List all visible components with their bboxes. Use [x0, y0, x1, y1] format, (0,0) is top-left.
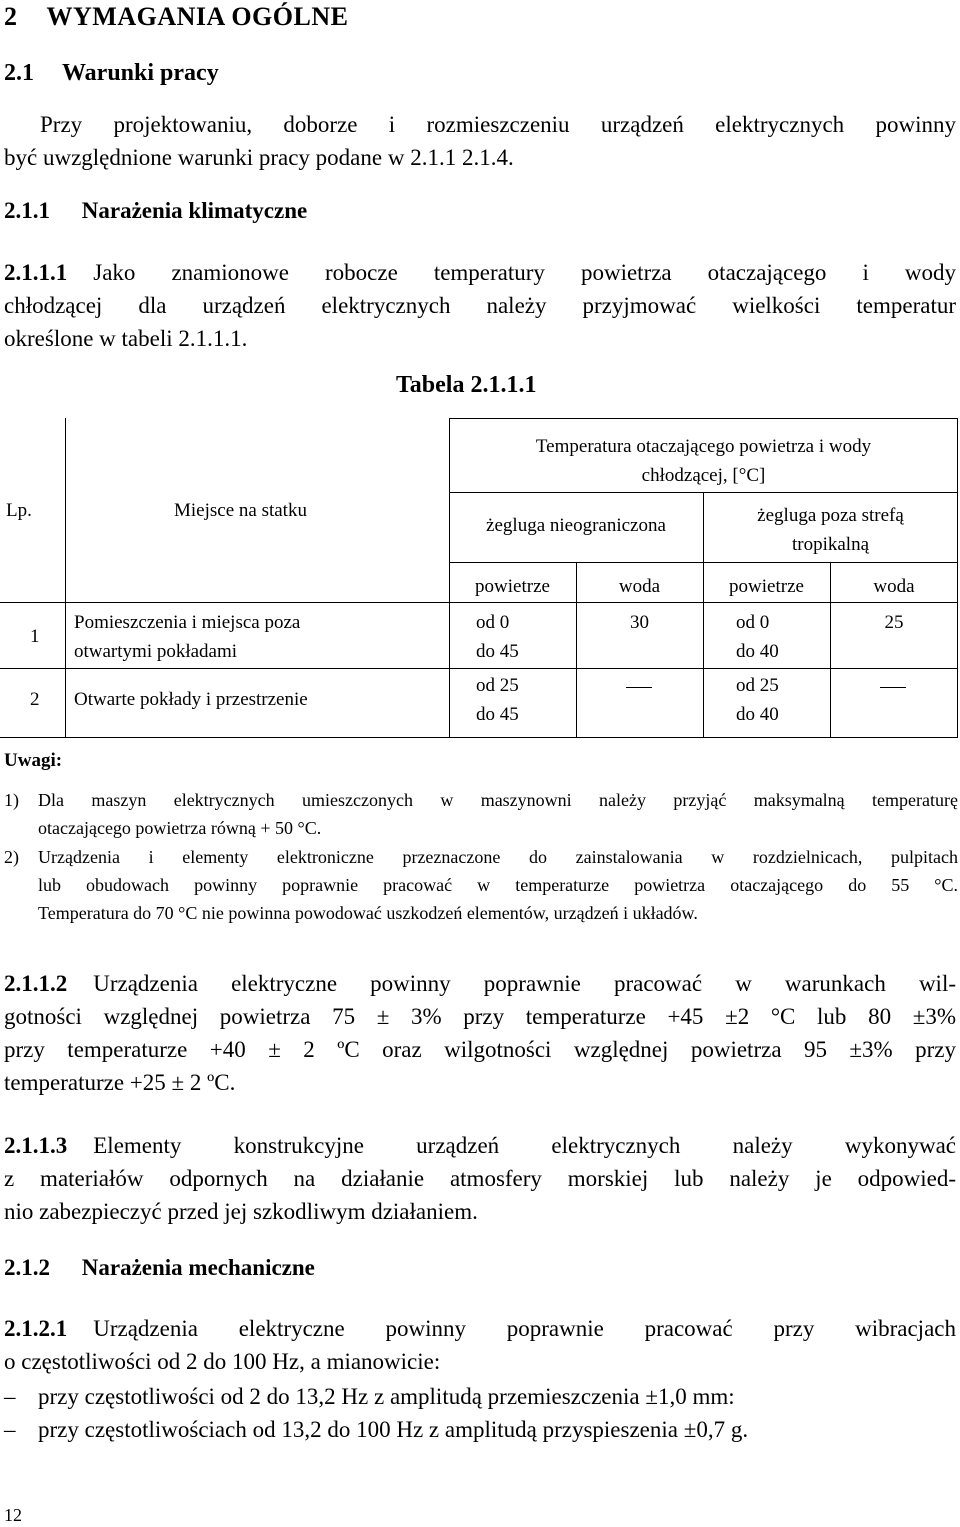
subsection-211-number: 2.1.1	[4, 198, 50, 223]
table-caption: Tabela 2.1.1.1	[396, 372, 537, 398]
row-1-air-unlimited: od 0 do 45	[476, 612, 519, 662]
subheader-water-2: woda	[873, 576, 915, 597]
table-hline-top	[449, 418, 958, 419]
note-1	[0, 786, 960, 846]
note-1-label: 1)	[4, 790, 19, 810]
row-2-lp: 2	[30, 689, 40, 710]
subsection-title: Warunki pracy	[62, 60, 219, 86]
subheader-air-1: powietrze	[475, 576, 550, 597]
bullet-2-dash: –	[4, 1417, 16, 1442]
paragraph-2113-number: 2.1.1.3	[4, 1133, 68, 1158]
table-hline-bottom	[0, 737, 958, 738]
header-unlimited-navigation: żegluga nieograniczona	[486, 515, 666, 536]
paragraph-2121-line-1: 2.1.2.1 Urządzenia elektryczne powinny poprawnie pracować przy wibracjach	[4, 1316, 956, 1341]
intro-line-2: być uwzględnione warunki pracy podane w 2.1.1 2.1.4.	[4, 145, 514, 170]
subsection-212-number: 2.1.2	[4, 1255, 50, 1280]
note-2	[0, 843, 960, 933]
row-2-place: Otwarte pokłady i przestrzenie	[74, 689, 308, 710]
table-hline-row1	[0, 668, 958, 669]
table-vline-right	[957, 418, 958, 738]
table-vline-place	[449, 418, 450, 738]
paragraph-2111-line-1: 2.1.1.1 Jako znamionowe robocze temperatury powietrza otaczającego i wody	[4, 260, 956, 285]
header-lp: Lp.	[6, 500, 32, 521]
table-hline-subheaders	[0, 602, 958, 603]
paragraph-2113-line-1: 2.1.1.3 Elementy konstrukcyjne urządzeń elektrycznych należy wykonywać	[4, 1133, 956, 1158]
table-hline-groups	[449, 562, 958, 563]
intro-paragraph	[4, 108, 956, 174]
table-vline-group	[703, 492, 704, 738]
paragraph-2121	[4, 1312, 956, 1378]
row-1-place: Pomieszczenia i miejsca poza otwartymi pokładami	[74, 612, 301, 662]
subsection-212-heading	[4, 1255, 315, 1281]
intro-line-1: Przy projektowaniu, doborze i rozmieszczeniu urządzeń elektrycznych powinny	[40, 112, 956, 137]
paragraph-2113-line-2: z materiałów odpornych na działanie atmosfery morskiej lub należy je odpowied-	[4, 1166, 956, 1191]
row-2-water-unlimited-dash	[626, 687, 652, 688]
paragraph-2121-number: 2.1.2.1	[4, 1316, 68, 1341]
section-heading	[4, 2, 348, 32]
bullet-1-text: przy częstotliwości od 2 do 13,2 Hz z amplitudą przemieszczenia ±1,0 mm:	[38, 1384, 735, 1409]
row-2-air-outside: od 25 do 40	[736, 675, 779, 725]
paragraph-2112-number: 2.1.1.2	[4, 971, 68, 996]
subsection-211-title: Narażenia klimatyczne	[81, 198, 308, 223]
section-number: 2	[4, 2, 18, 31]
subsection-number: 2.1	[4, 60, 34, 86]
table-hline-temp	[449, 492, 958, 493]
subheader-water-1: woda	[618, 576, 661, 597]
paragraph-2113	[4, 1129, 956, 1228]
header-temperature: Temperatura otaczającego powietrza i wody chłodzącej, [°C]	[535, 436, 872, 486]
row-1-air-outside: od 0 do 40	[736, 612, 779, 662]
note-2-label: 2)	[4, 847, 19, 867]
paragraph-2111-line-3: określone w tabeli 2.1.1.1.	[4, 326, 248, 351]
row-2-air-unlimited: od 25 do 45	[476, 675, 519, 725]
row-1-lp: 1	[30, 626, 40, 647]
paragraph-2111-number: 2.1.1.1	[4, 260, 68, 285]
row-1-water-unlimited: 30	[630, 612, 649, 633]
table-vline-lp	[65, 418, 66, 738]
bullet-1-dash: –	[4, 1384, 16, 1409]
row-2-water-outside-dash	[880, 687, 906, 688]
header-outside-tropics: żegluga poza strefą tropikalną	[757, 505, 904, 555]
subheader-air-2: powietrze	[729, 576, 804, 597]
paragraph-2112-line-1: 2.1.1.2 Urządzenia elektryczne powinny poprawnie pracować w warunkach wil-	[4, 971, 956, 996]
table-vline-water2	[830, 562, 831, 738]
page-number: 12	[4, 1505, 22, 1525]
subsection-heading	[4, 60, 219, 87]
paragraph-2112-line-3: przy temperaturze +40 ± 2 ºC oraz wilgotności względnej powietrza 95 ±3% przy	[4, 1037, 956, 1062]
subsection-211-heading	[4, 198, 307, 224]
paragraph-2112-line-2: gotności względnej powietrza 75 ± 3% przy temperaturze +45 ±2 °C lub 80 ±3%	[4, 1004, 956, 1029]
note-1-text: Dla maszyn elektrycznych umieszczonych w maszynowni należy przyjąć maksymalną temperaturę otaczającego powietrza równą + 50 °C.	[38, 790, 958, 838]
row-1-water-outside: 25	[884, 612, 904, 633]
paragraph-2121-line-2: o częstotliwości od 2 do 100 Hz, a mianowicie:	[4, 1349, 441, 1374]
notes-heading: Uwagi:	[4, 750, 63, 771]
table-vline-water1	[576, 562, 577, 738]
paragraph-2113-line-3: nio zabezpieczyć przed jej szkodliwym działaniem.	[4, 1199, 478, 1224]
paragraph-2112-line-4: temperaturze +25 ± 2 ºC.	[4, 1070, 236, 1095]
bullet-2-text: przy częstotliwościach od 13,2 do 100 Hz z amplitudą przyspieszenia ±0,7 g.	[38, 1417, 749, 1442]
paragraph-2111-line-2: chłodzącej dla urządzeń elektrycznych należy przyjmować wielkości temperatur	[4, 293, 956, 318]
note-2-text: Urządzenia i elementy elektroniczne przeznaczone do zainstalowania w rozdzielnicach, pulpitach lub obudowach powinny poprawnie pracować w temperaturze powietrza otaczającego do 55 °C. Temperatura do 70 °C nie powinna powodować uszkodzeń elementów, urządzeń i układów.	[38, 847, 958, 923]
subsection-212-title: Narażenia mechaniczne	[81, 1255, 315, 1280]
section-title: WYMAGANIA OGÓLNE	[46, 2, 349, 31]
header-place: Miejsce na statku	[174, 500, 307, 521]
paragraph-2111	[4, 256, 956, 355]
paragraph-2112	[4, 967, 956, 1099]
